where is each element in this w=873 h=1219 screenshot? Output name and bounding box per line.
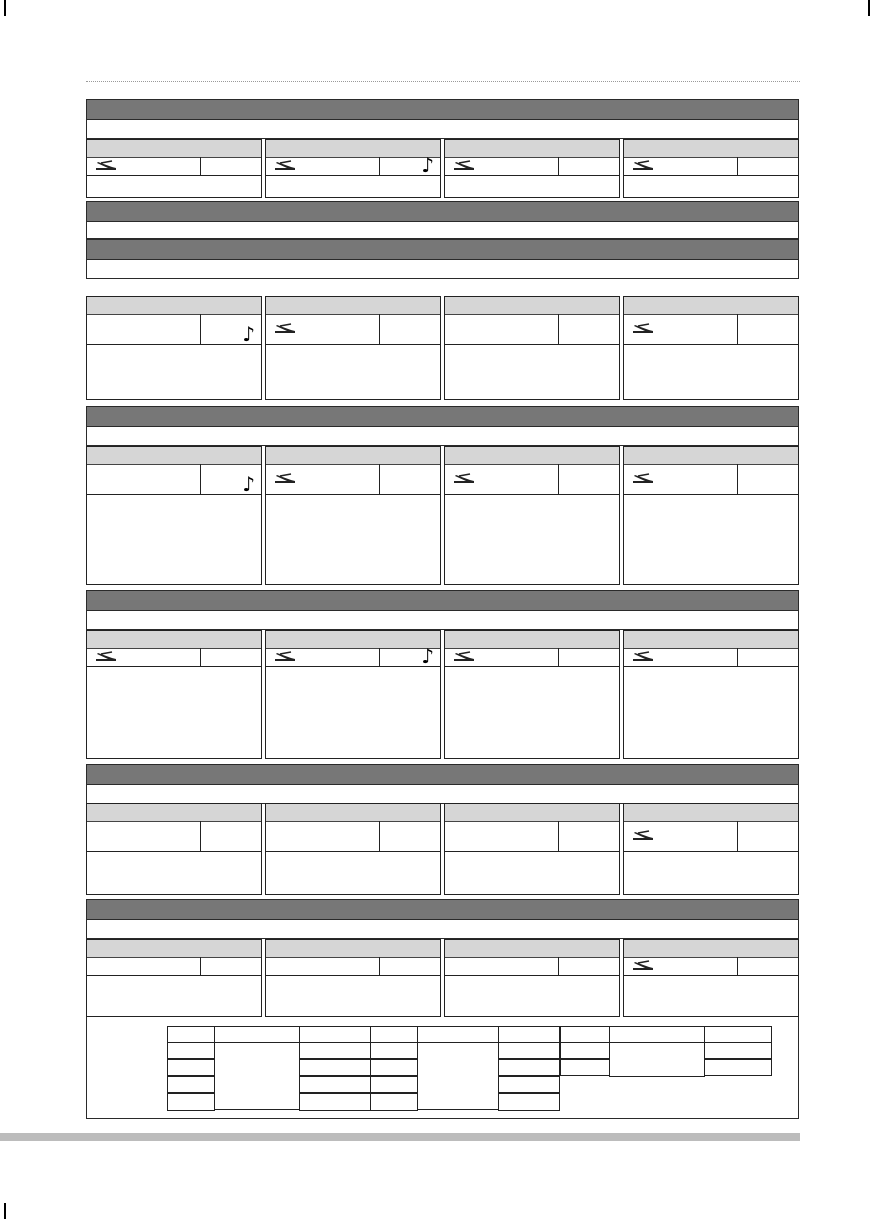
section-3-col-4-param-value: [737, 314, 798, 345]
section-6-col-4: [623, 803, 799, 895]
section-7-col-1-param-name: [87, 957, 201, 976]
legend-a-col0-row0: [167, 1026, 215, 1043]
section-3-col-1-header: [87, 297, 261, 315]
section-5-col-1: [86, 630, 262, 759]
legend-a-mid-header: [214, 1026, 300, 1043]
section-7-col-4-header: [624, 940, 798, 958]
section-7-title-bar: [86, 899, 799, 920]
legend-b-col1-row3: [498, 1076, 560, 1093]
section-3-col-4-expression-pedal-icon: [631, 323, 655, 335]
section-5-col-3-header: [445, 631, 619, 649]
section-4-col-4: [623, 446, 799, 585]
section-1-col-3-header: [445, 140, 619, 158]
section-1-col-1-param-value: [200, 157, 261, 176]
section-6-desc-row: [86, 785, 799, 804]
section-1-col-2-expression-pedal-icon: [273, 160, 297, 172]
section-1-col-4-header: [624, 140, 798, 158]
legend-c-mid-header: [609, 1026, 705, 1043]
section-4-col-3-expression-pedal-icon: [452, 473, 476, 485]
section-1-col-1: [86, 139, 262, 198]
section-3-col-2-param-value: [379, 314, 440, 345]
section-6-col-1: [86, 803, 262, 895]
section-5-col-1-header: [87, 631, 261, 649]
section-5-col-4-expression-pedal-icon: [631, 651, 655, 663]
legend-a-col1-row1: [299, 1042, 371, 1059]
section-6-col-3-header: [445, 804, 619, 822]
legend-a-col1-row3: [299, 1076, 371, 1093]
legend-a-col0-row4: [167, 1093, 215, 1111]
legend-c-col1-row0: [704, 1026, 772, 1043]
section-3-col-4: [623, 296, 799, 400]
section-5-col-2-expression-pedal-icon: [273, 651, 297, 663]
section-2-desc-row: [86, 222, 799, 239]
section-4-col-4-header: [624, 447, 798, 465]
section-6-col-4-param-value: [737, 821, 798, 852]
legend-a-col0-row3: [167, 1076, 215, 1093]
section-2-title-bar: [86, 201, 799, 222]
section-4-col-3-header: [445, 447, 619, 465]
section-6-col-2-param-name: [266, 821, 380, 852]
section-7-col-1-param-value: [200, 957, 261, 976]
section-6-title-bar: [86, 764, 799, 785]
section-5-col-2: [265, 630, 441, 759]
section-1-col-3: [444, 139, 620, 198]
section-6-col-3-param-name: [445, 821, 559, 852]
crop-mark-bottom-left: [4, 1203, 6, 1219]
section-7-col-1-header: [87, 940, 261, 958]
section-7-col-2-param-value: [379, 957, 440, 976]
section-5-col-3-param-value: [558, 648, 619, 667]
section-5-col-3: [444, 630, 620, 759]
legend-b-col0-row4: [370, 1093, 418, 1111]
section-5-col-4-header: [624, 631, 798, 649]
section-3-col-3-param-name: [445, 314, 559, 345]
legend-b-mid-span: [417, 1042, 499, 1110]
section-1-col-2-header: [266, 140, 440, 158]
section-5-col-3-expression-pedal-icon: [452, 651, 476, 663]
section-4-desc-row: [86, 427, 799, 446]
legend-b-col0-row1: [370, 1042, 418, 1059]
section-4-col-3: [444, 446, 620, 585]
section-5-title-bar: [86, 590, 799, 611]
section-4-col-2-expression-pedal-icon: [273, 473, 297, 485]
section-3-col-2: [265, 296, 441, 400]
section-6-col-1-param-value: [200, 821, 261, 852]
legend-c-mid-span: [609, 1042, 705, 1077]
section-6-col-2-header: [266, 804, 440, 822]
section-7-col-3-param-name: [445, 957, 559, 976]
section-1-col-4-expression-pedal-icon: [631, 160, 655, 172]
legend-a-col1-row4: [299, 1093, 371, 1111]
section-7-col-3-param-value: [558, 957, 619, 976]
legend-c-col0-row2: [560, 1059, 610, 1076]
section-4-col-4-param-value: [737, 464, 798, 495]
legend-c-col1-row1: [704, 1042, 772, 1059]
crop-mark-top-right: [868, 0, 870, 16]
section-4-title-bar: [86, 406, 799, 427]
section-6-col-2-param-value: [379, 821, 440, 852]
legend-a-col0-row1: [167, 1042, 215, 1059]
section-5-col-4-param-value: [737, 648, 798, 667]
legend-c-col0-row0: [560, 1026, 610, 1043]
section-4-col-1-param-name: [87, 464, 201, 495]
section-4-col-3-param-value: [558, 464, 619, 495]
legend-c-col0-row1: [560, 1042, 610, 1059]
section-3-col-2-expression-pedal-icon: [273, 323, 297, 335]
dotted-header-rule: [86, 81, 800, 82]
legend-a-col0-row2: [167, 1059, 215, 1076]
legend-b-mid-header: [417, 1026, 499, 1043]
section-1-col-4: [623, 139, 799, 198]
legend-a-col1-row0: [299, 1026, 371, 1043]
section-7-col-4-param-value: [737, 957, 798, 976]
section-4-col-4-expression-pedal-icon: [631, 473, 655, 485]
section-3-col-1: [86, 296, 262, 400]
legend-b-col1-row2: [498, 1059, 560, 1076]
section-4-col-2-param-value: [379, 464, 440, 495]
section-6-col-3-param-value: [558, 821, 619, 852]
section-5-col-4: [623, 630, 799, 759]
section-5-desc-row: [86, 611, 799, 630]
section-3-desc-row: [86, 260, 799, 279]
section-3-col-4-header: [624, 297, 798, 315]
section-3-col-1-eighth-note-icon: ♪: [242, 322, 255, 346]
section-6-col-4-expression-pedal-icon: [631, 830, 655, 842]
section-3-col-3-header: [445, 297, 619, 315]
legend-b-col1-row1: [498, 1042, 560, 1059]
section-6-col-2: [265, 803, 441, 895]
legend-b-col0-row2: [370, 1059, 418, 1076]
section-1-col-1-header: [87, 140, 261, 158]
section-3-col-3: [444, 296, 620, 400]
section-3-col-2-header: [266, 297, 440, 315]
legend-b-col0-row0: [370, 1026, 418, 1043]
legend-a-col1-row2: [299, 1059, 371, 1076]
section-6-col-1-header: [87, 804, 261, 822]
section-1-col-3-expression-pedal-icon: [452, 160, 476, 172]
section-7-desc-row: [86, 920, 799, 939]
section-1-col-2-eighth-note-icon: ♪: [421, 153, 434, 177]
section-4-col-1: [86, 446, 262, 585]
legend-b-col1-row0: [498, 1026, 560, 1043]
section-1-col-2: [265, 139, 441, 198]
section-4-col-1-eighth-note-icon: ♪: [242, 472, 255, 496]
section-5-col-2-header: [266, 631, 440, 649]
legend-b-col1-row4: [498, 1093, 560, 1111]
section-5-col-1-param-value: [200, 648, 261, 667]
section-3-col-1-param-name: [87, 314, 201, 345]
section-4-col-2-header: [266, 447, 440, 465]
section-5-col-2-eighth-note-icon: ♪: [421, 644, 434, 668]
section-6-col-3: [444, 803, 620, 895]
section-3-col-3-param-value: [558, 314, 619, 345]
legend-a-mid-span: [214, 1042, 300, 1110]
section-4-col-2: [265, 446, 441, 585]
section-7-col-4: [623, 939, 799, 1017]
section-7-col-2-header: [266, 940, 440, 958]
section-7-col-3: [444, 939, 620, 1017]
section-6-col-1-param-name: [87, 821, 201, 852]
section-7-col-1: [86, 939, 262, 1017]
section-7-col-2: [265, 939, 441, 1017]
section-4-col-1-header: [87, 447, 261, 465]
section-7-col-3-header: [445, 940, 619, 958]
section-3-title-bar: [86, 239, 799, 260]
section-1-col-3-param-value: [558, 157, 619, 176]
section-1-title-bar: [86, 99, 799, 120]
crop-mark-top-left: [4, 0, 6, 16]
legend-c-col1-row2: [704, 1059, 772, 1076]
section-1-col-1-expression-pedal-icon: [94, 160, 118, 172]
section-5-col-1-expression-pedal-icon: [94, 651, 118, 663]
footer-gray-bar: [0, 1133, 800, 1141]
section-1-col-4-param-value: [737, 157, 798, 176]
section-6-col-4-header: [624, 804, 798, 822]
section-7-col-2-param-name: [266, 957, 380, 976]
section-1-desc-row: [86, 120, 799, 139]
section-7-col-4-expression-pedal-icon: [631, 960, 655, 972]
legend-b-col0-row3: [370, 1076, 418, 1093]
